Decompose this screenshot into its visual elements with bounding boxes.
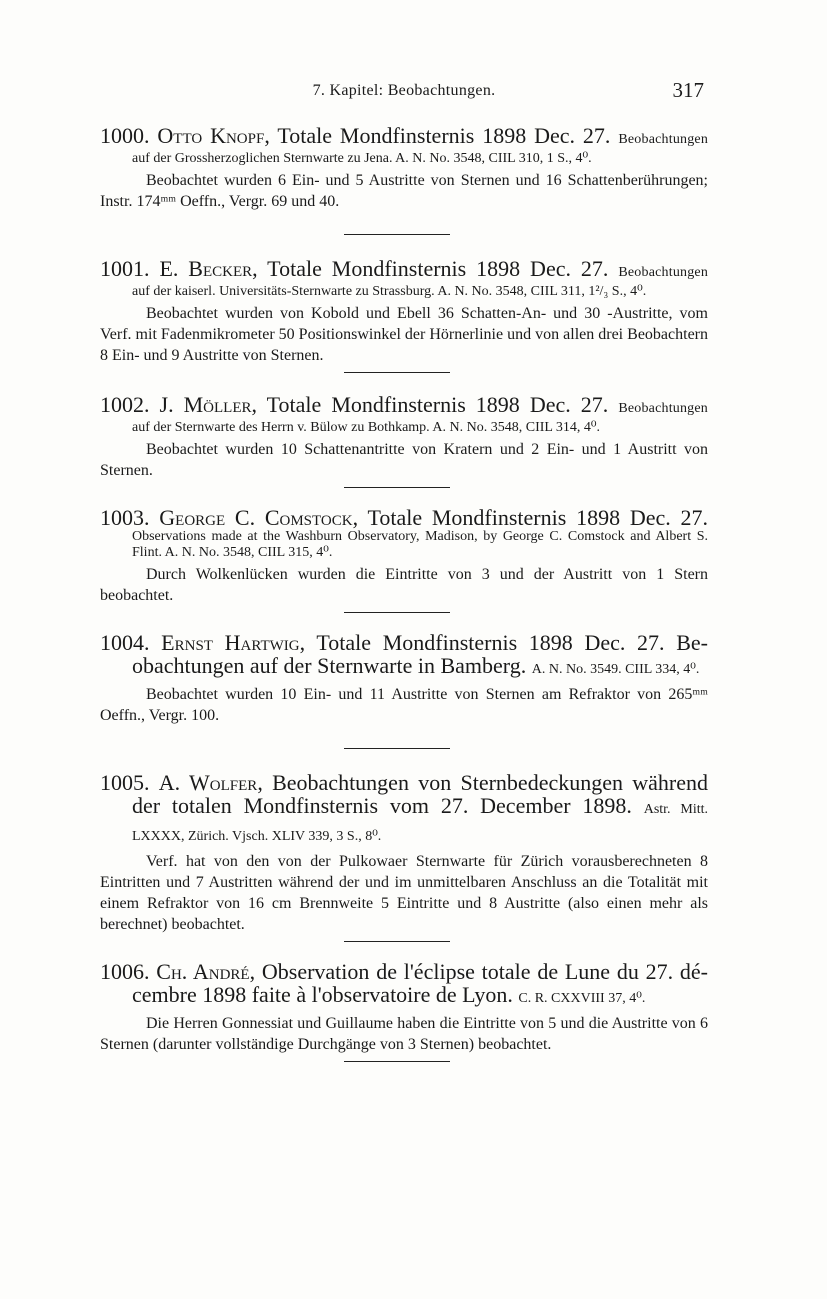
entry-reference: Astr. Mitt. LXXXX, Zürich. Vjsch. XLIV 339, 3 S., 8⁰.: [132, 802, 708, 844]
entry-text: Beobachtet wurden von Kobold und Ebell 36 Schatten-An- und 30 -Austritte, vom Verf. mit Fadenmikrometer 50 Positionswinkel der Hörnerlinie und von allen drei Beobachtern 8 Ein- und 9 Austritte von Sternen.: [100, 305, 708, 364]
page-number: 317: [672, 78, 704, 102]
entry-number: 1003.: [100, 505, 150, 530]
entry-author: J. Möller: [159, 392, 252, 417]
entry-author: Otto Knopf: [157, 123, 265, 148]
entry-1000: [100, 124, 708, 235]
section-divider: [344, 234, 450, 235]
entry-title: , Totale Mondfinsternis 1898 Dec. 27. Be-: [299, 630, 708, 655]
entry-title-rest: der totalen Mondfinsternis vom 27. December 1898.: [132, 793, 632, 818]
entry-title-continued: [132, 654, 708, 681]
entry-author: E. Becker: [159, 256, 253, 281]
entry-reference: C. R. CXXVIII 37, 4⁰.: [518, 991, 646, 1006]
section-divider: [344, 748, 450, 749]
entry-heading: [100, 124, 708, 151]
entry-author: Ernst Hartwig: [161, 630, 300, 655]
entry-title-continued: [132, 983, 708, 1010]
entry-title-rest: cembre 1898 faite à l'observatoire de Lyon.: [132, 982, 513, 1007]
entry-1003: [100, 506, 708, 613]
chapter-title: 7. Kapitel: Beobachtungen.: [312, 82, 496, 99]
section-divider: [344, 612, 450, 613]
entry-reference-start: Beobachtungen: [618, 401, 708, 416]
entry-reference: auf der Grossherzoglichen Sternwarte zu Jena. A. N. No. 3548, CIIL 310, 1 S., 4⁰.: [132, 151, 592, 166]
entry-title-continued: [132, 794, 708, 848]
entry-heading: [100, 257, 708, 284]
running-header: [100, 78, 708, 102]
entry-heading: [100, 506, 708, 529]
entry-title: , Beobachtungen von Sternbedeckungen während: [257, 770, 709, 795]
entry-title: , Totale Mondfinsternis 1898 Dec. 27.: [352, 505, 708, 530]
section-divider: [344, 1061, 450, 1062]
entry-text: Die Herren Gonnessiat und Guillaume haben die Eintritte von 5 und die Austritte von 6 Sternen (darunter vollständige Durchgänge von 3 Sternen) beobachtet.: [100, 1015, 708, 1053]
entry-1005: [100, 771, 708, 942]
section-divider: [344, 941, 450, 942]
entry-1006: [100, 960, 708, 1062]
entry-number: 1006.: [100, 959, 150, 984]
entry-1004: [100, 631, 708, 749]
entry-1002: [100, 393, 708, 488]
entry-author: Ch. André: [156, 959, 250, 984]
entry-1001: [100, 257, 708, 373]
entry-heading: [100, 771, 708, 794]
entry-text: Beobachtet wurden 10 Schattenantritte von Kratern und 2 Ein- und 1 Austritt von Sternen.: [100, 441, 708, 479]
entry-text: Beobachtet wurden 10 Ein- und 11 Austritte von Sternen am Refraktor von 265ᵐᵐ Oeffn., Vergr. 100.: [100, 686, 708, 724]
entry-number: 1004.: [100, 630, 150, 655]
entry-number: 1000.: [100, 123, 150, 148]
entry-title: , Totale Mondfinsternis 1898 Dec. 27.: [251, 392, 609, 417]
entry-reference: Observations made at the Washburn Observatory, Madison, by George C. Comstock and Albert S. Flint. A. N. No. 3548, CIIL 315, 4⁰.: [132, 529, 708, 560]
entry-reference-start: Beobachtungen: [618, 132, 709, 147]
entry-title: , Observation de l'éclipse totale de Lune du 27. dé-: [249, 959, 709, 984]
entry-heading: [100, 960, 708, 983]
entry-heading: [100, 631, 708, 654]
section-divider: [344, 487, 450, 488]
entry-list: [100, 124, 708, 1084]
section-divider: [344, 372, 450, 373]
entry-author: George C. Comstock: [159, 505, 353, 530]
entry-author: A. Wolfer: [158, 770, 258, 795]
entry-number: 1001.: [100, 256, 150, 281]
entry-number: 1005.: [100, 770, 150, 795]
entry-reference: auf der kaiserl. Universitäts-Sternwarte zu Strassburg. A. N. No. 3548, CIIL 311, 1²/₃ S., 4⁰.: [132, 284, 647, 299]
entry-text: Beobachtet wurden 6 Ein- und 5 Austritte von Sternen und 16 Schattenberührungen; Instr. 174ᵐᵐ Oeffn., Vergr. 69 und 40.: [100, 172, 708, 210]
entry-reference: auf der Sternwarte des Herrn v. Bülow zu Bothkamp. A. N. No. 3548, CIIL 314, 4⁰.: [132, 420, 601, 435]
entry-text: Verf. hat von den von der Pulkowaer Sternwarte für Zürich vorausberechneten 8 Eintritten und 7 Austritten während der und im unmittelbaren Anschluss an die Totalität mit einem Refraktor von 16 cm Brennweite 5 Eintritte und 8 Austritte (also einen mehr als berechnet) beobachtet.: [100, 853, 708, 933]
entry-title: , Totale Mondfinsternis 1898 Dec. 27.: [264, 123, 611, 148]
entry-number: 1002.: [100, 392, 150, 417]
entry-title-rest: obachtungen auf der Sternwarte in Bamberg.: [132, 653, 527, 678]
entry-text: Durch Wolkenlücken wurden die Eintritte von 3 und der Austritt von 1 Stern beobachtet.: [100, 566, 708, 604]
entry-reference-start: Beobachtungen: [618, 265, 709, 280]
entry-title: , Totale Mondfinsternis 1898 Dec. 27.: [252, 256, 609, 281]
entry-heading: [100, 393, 708, 420]
entry-reference: A. N. No. 3549. CIIL 334, 4⁰.: [531, 662, 700, 677]
